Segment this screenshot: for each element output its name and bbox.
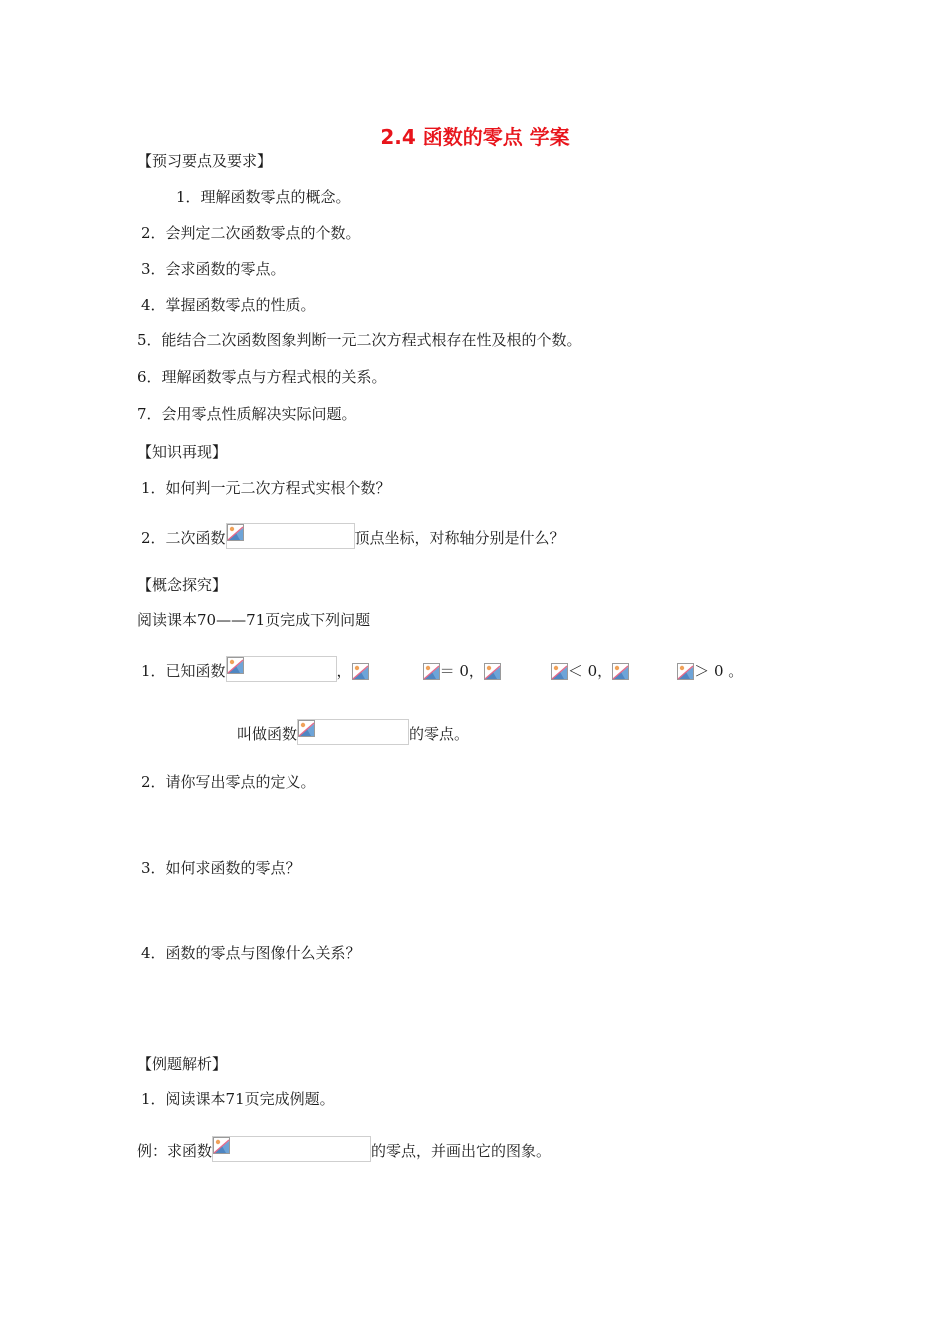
broken-image-icon (352, 663, 369, 680)
broken-image-icon (484, 663, 501, 680)
concept-question-2: 2．请你写出零点的定义。 (141, 773, 316, 791)
formula-image-placeholder (212, 1136, 371, 1162)
less-than-zero-text: ＜ 0， (567, 662, 613, 680)
section-examples-heading: 【例题解析】 (137, 1055, 228, 1073)
broken-image-icon (227, 657, 244, 674)
broken-image-icon (612, 663, 629, 680)
formula-image-placeholder (297, 719, 409, 745)
knowledge-question-2-prefix: 2．二次函数 (141, 529, 226, 547)
knowledge-question-1: 1．如何判一元二次方程式实根个数？ (141, 479, 391, 497)
broken-image-icon (423, 663, 440, 680)
zero-definition-line (237, 719, 469, 745)
broken-image-icon (213, 1137, 230, 1154)
preview-item-7: 7．会用零点性质解决实际问题。 (137, 405, 357, 423)
equals-zero-text: ＝ 0， (439, 662, 484, 680)
formula-image-placeholder (226, 523, 355, 549)
page-title: 2.4 函数的零点 学案 (380, 125, 570, 149)
preview-item-6: 6．理解函数零点与方程式根的关系。 (137, 368, 387, 386)
zero-definition-prefix: 叫做函数 (237, 725, 298, 743)
zero-definition-suffix: 的零点。 (409, 725, 470, 743)
example-problem-prefix: 例：求函数 (137, 1142, 213, 1160)
broken-image-icon (677, 663, 694, 680)
concept-question-4: 4．函数的零点与图像什么关系？ (141, 944, 361, 962)
concept-question-1-prefix: 1．已知函数 (141, 662, 226, 680)
example-question-1: 1．阅读课本71页完成例题。 (141, 1090, 335, 1108)
comma-text: ， (336, 662, 352, 680)
concept-question-1 (141, 656, 743, 682)
example-problem-suffix: 的零点，并画出它的图象。 (371, 1142, 552, 1160)
preview-item-3: 3．会求函数的零点。 (141, 260, 286, 278)
knowledge-question-2-suffix: 顶点坐标，对称轴分别是什么？ (354, 529, 565, 547)
section-knowledge-heading: 【知识再现】 (137, 443, 228, 461)
concept-question-3: 3．如何求函数的零点？ (141, 859, 301, 877)
knowledge-question-2 (141, 523, 565, 549)
broken-image-icon (298, 720, 315, 737)
greater-than-zero-text: ＞ 0 。 (694, 662, 744, 680)
section-concept-heading: 【概念探究】 (137, 576, 228, 594)
preview-item-2: 2．会判定二次函数零点的个数。 (141, 224, 361, 242)
preview-item-1: 1．理解函数零点的概念。 (176, 188, 351, 206)
preview-item-4: 4．掌握函数零点的性质。 (141, 296, 316, 314)
concept-reading-instruction: 阅读课本70——71页完成下列问题 (137, 611, 371, 629)
section-preview-heading: 【预习要点及要求】 (137, 152, 273, 170)
example-problem (137, 1136, 551, 1162)
broken-image-icon (551, 663, 568, 680)
broken-image-icon (227, 524, 244, 541)
preview-item-5: 5．能结合二次函数图象判断一元二次方程式根存在性及根的个数。 (137, 331, 582, 349)
formula-image-placeholder (226, 656, 337, 682)
